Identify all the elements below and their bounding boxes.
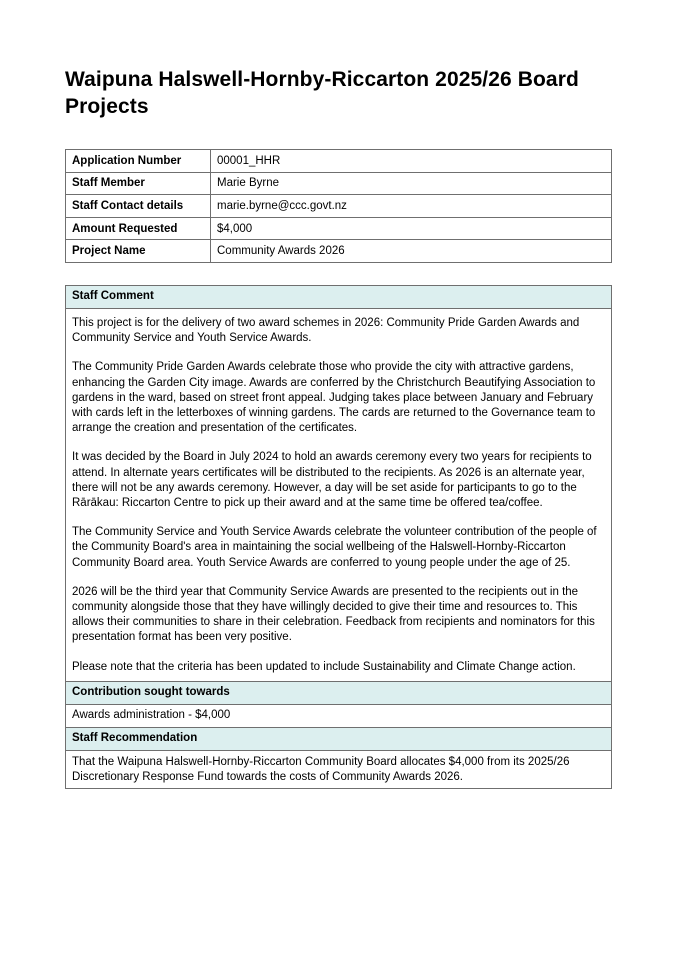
comment-paragraph: Please note that the criteria has been updated to include Sustainability and Climate Change action.	[72, 660, 576, 673]
contribution-value: Awards administration - $4,000	[66, 704, 612, 727]
table-row	[66, 217, 612, 240]
comment-paragraph: The Community Service and Youth Service Awards celebrate the volunteer contribution of the people of the Community Board's area in maintaining the social wellbeing of the Halswell-Hornby-Riccarton Community Board area. Youth Service Awards are conferred to young people under the age of 25.	[72, 526, 597, 569]
table-row	[66, 240, 612, 263]
application-number-value: 00001_HHR	[211, 150, 612, 173]
page-title: Waipuna Halswell-Hornby-Riccarton 2025/26 Board Projects	[65, 68, 579, 118]
document-page	[65, 66, 612, 784]
amount-requested-label: Amount Requested	[66, 217, 211, 240]
staff-contact-label: Staff Contact details	[66, 195, 211, 218]
table-row	[66, 150, 612, 173]
staff-comment-table	[65, 285, 612, 789]
staff-member-label: Staff Member	[66, 172, 211, 195]
application-number-label: Application Number	[66, 150, 211, 173]
table-row	[66, 195, 612, 218]
comment-paragraph: It was decided by the Board in July 2024 to hold an awards ceremony every two years for recipients to attend. In alternate years certificates will be distributed to the recipients. As 2026 is an alternate year, there will not be any awards ceremony. However, a day will be set aside for participants to go to the Rārākau: Riccarton Centre to pick up their award and at the same time be offered tea/coffee.	[72, 451, 592, 510]
staff-comment-body	[66, 309, 612, 682]
comment-paragraph: This project is for the delivery of two award schemes in 2026: Community Pride Garden Awards and Community Service and Youth Service Awards.	[72, 317, 580, 345]
staff-recommendation-value: That the Waipuna Halswell-Hornby-Riccarton Community Board allocates $4,000 from its 2025/26 Discretionary Response Fund towards the costs of Community Awards 2026.	[66, 750, 612, 788]
staff-comment-heading: Staff Comment	[66, 286, 612, 309]
project-name-label: Project Name	[66, 240, 211, 263]
comment-paragraph: 2026 will be the third year that Community Service Awards are presented to the recipients out in the community alongside those that they have willingly decided to give their time and resources to. This allows their communities to share in their celebration. Feedback from recipients and nominators for this presentation format has been very positive.	[72, 585, 595, 644]
staff-recommendation-heading: Staff Recommendation	[66, 727, 612, 750]
contribution-heading: Contribution sought towards	[66, 681, 612, 704]
table-row	[66, 172, 612, 195]
project-name-value: Community Awards 2026	[211, 240, 612, 263]
staff-member-value: Marie Byrne	[211, 172, 612, 195]
staff-contact-value: marie.byrne@ccc.govt.nz	[211, 195, 612, 218]
application-details-table	[65, 149, 612, 263]
amount-requested-value: $4,000	[211, 217, 612, 240]
comment-paragraph: The Community Pride Garden Awards celebrate those who provide the city with attractive gardens, enhancing the Garden City image. Awards are conferred by the Christchurch Beautifying Association to gardens in the ward, based on street front appeal. Judging takes place between January and February with cards left in the letterboxes of winning gardens. The cards are returned to the Governance team to arrange the creation and presentation of the certificates.	[72, 361, 596, 435]
